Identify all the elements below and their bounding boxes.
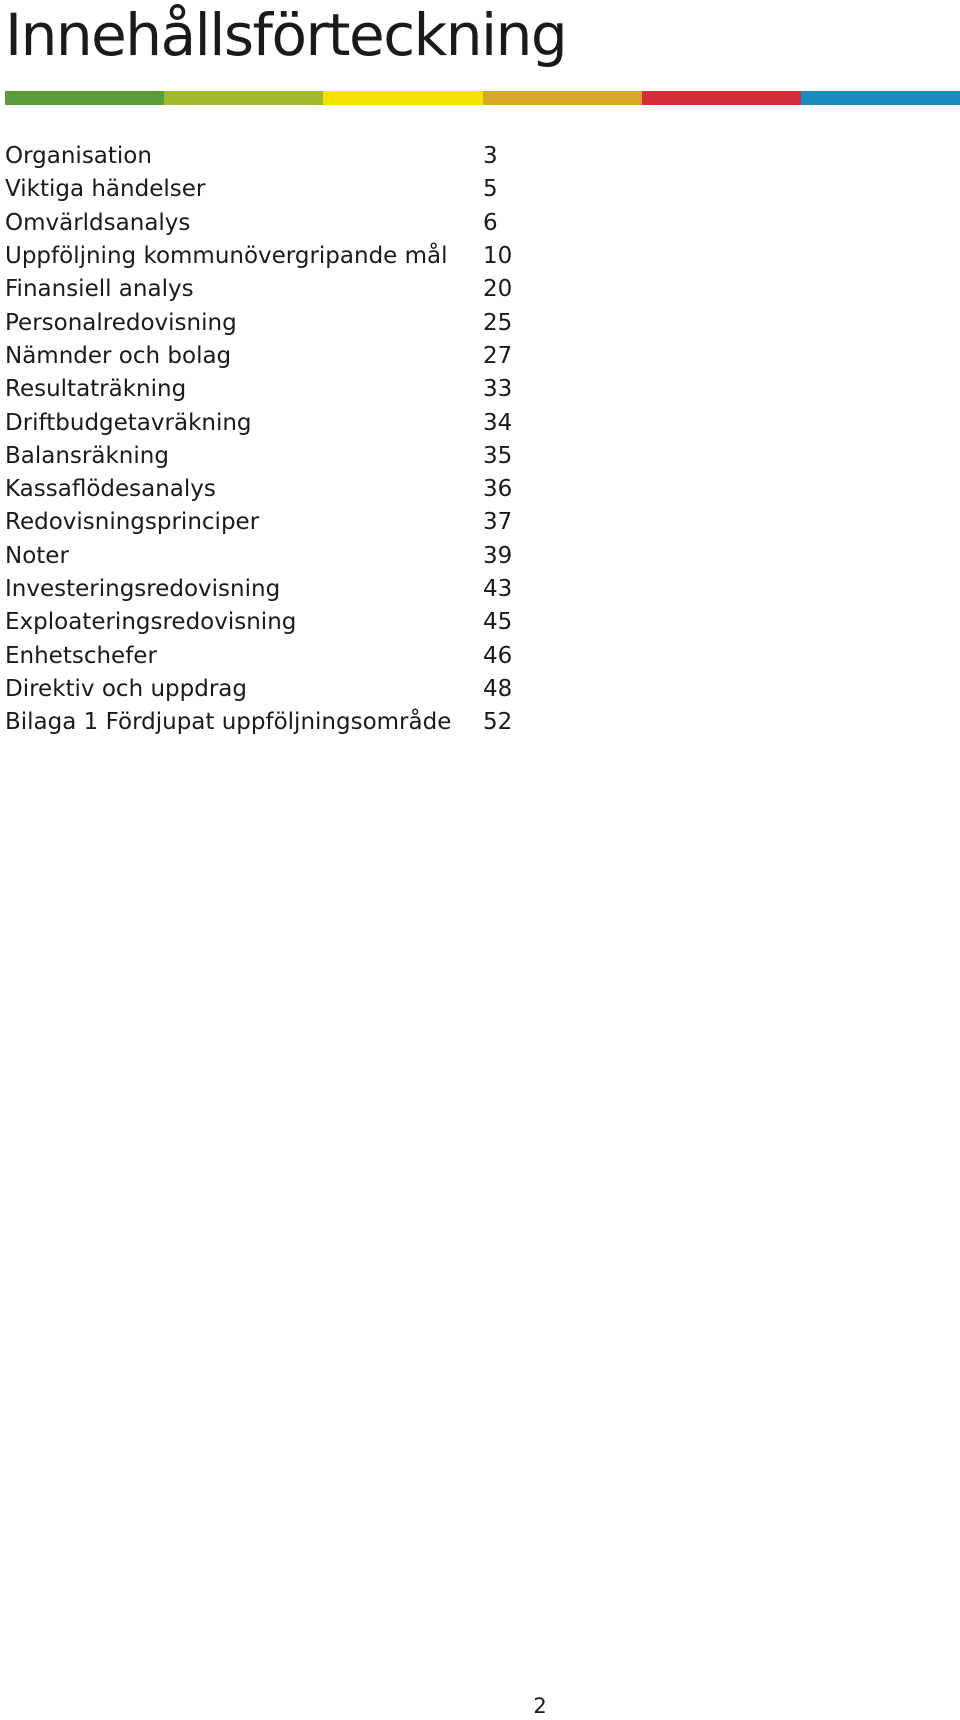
toc-entry[interactable] [5, 340, 565, 373]
color-segment-green [5, 91, 164, 105]
toc-entry-title: Finansiell analys [5, 276, 194, 303]
toc-entry[interactable] [5, 673, 565, 706]
toc-entry[interactable] [5, 639, 565, 672]
toc-entry-page: 37 [483, 509, 513, 536]
toc-entry[interactable] [5, 173, 565, 206]
table-of-contents [5, 140, 565, 739]
toc-entry-page: 27 [483, 342, 513, 369]
toc-entry[interactable] [5, 573, 565, 606]
toc-entry-page: 33 [483, 376, 513, 403]
toc-entry-title: Redovisningsprinciper [5, 509, 260, 536]
color-segment-gold [483, 91, 642, 105]
toc-entry-title: Resultaträkning [5, 376, 187, 403]
toc-entry[interactable] [5, 207, 565, 240]
toc-entry-page: 6 [483, 209, 498, 236]
toc-entry[interactable] [5, 473, 565, 506]
page-number: 2 [533, 1694, 547, 1718]
toc-entry-title: Bilaga 1 Fördjupat uppföljningsområde [5, 709, 452, 736]
color-segment-red [642, 91, 801, 105]
toc-entry-page: 20 [483, 276, 513, 303]
toc-entry-title: Balansräkning [5, 442, 169, 469]
toc-entry-title: Driftbudgetavräkning [5, 409, 252, 436]
toc-entry-title: Direktiv och uppdrag [5, 675, 247, 702]
toc-entry-page: 10 [483, 243, 513, 270]
toc-entry-title: Uppföljning kommunövergripande mål [5, 243, 448, 270]
toc-entry-title: Personalredovisning [5, 309, 237, 336]
toc-entry-title: Noter [5, 542, 69, 569]
toc-entry-page: 46 [483, 642, 513, 669]
color-segment-yellow [323, 91, 482, 105]
toc-entry-title: Exploateringsredovisning [5, 609, 297, 636]
toc-entry[interactable] [5, 373, 565, 406]
toc-entry-page: 5 [483, 176, 498, 203]
color-segment-blue [801, 91, 960, 105]
toc-entry-title: Kassaflödesanalys [5, 476, 216, 503]
toc-entry-page: 45 [483, 609, 513, 636]
toc-entry-title: Organisation [5, 143, 152, 170]
toc-entry-title: Investeringsredovisning [5, 576, 281, 602]
toc-entry[interactable] [5, 140, 565, 173]
toc-entry[interactable] [5, 606, 565, 639]
toc-entry-title: Viktiga händelser [5, 176, 206, 203]
toc-entry-page: 39 [483, 542, 513, 569]
toc-entry-page: 3 [483, 143, 498, 170]
toc-entry[interactable] [5, 540, 565, 573]
toc-entry-page: 52 [483, 709, 513, 736]
toc-entry-page: 36 [483, 476, 513, 503]
toc-entry-page: 48 [483, 675, 513, 702]
toc-entry-title: Omvärldsanalys [5, 209, 191, 236]
page-title: Innehållsförteckning [5, 1, 567, 69]
toc-entry[interactable] [5, 706, 565, 739]
toc-entry[interactable] [5, 306, 565, 339]
toc-entry[interactable] [5, 240, 565, 273]
color-stripe-divider [5, 91, 960, 105]
toc-entry-title: Nämnder och bolag [5, 342, 232, 369]
toc-entry-title: Enhetschefer [5, 642, 157, 669]
toc-entry[interactable] [5, 506, 565, 539]
toc-entry-page: 25 [483, 309, 513, 336]
toc-entry[interactable] [5, 440, 565, 473]
toc-entry[interactable] [5, 406, 565, 439]
toc-entry[interactable] [5, 273, 565, 306]
toc-entry-page: 34 [483, 409, 513, 436]
color-segment-lime [164, 91, 323, 105]
toc-entry-page: 43 [483, 576, 513, 602]
toc-entry-page: 35 [483, 442, 513, 469]
